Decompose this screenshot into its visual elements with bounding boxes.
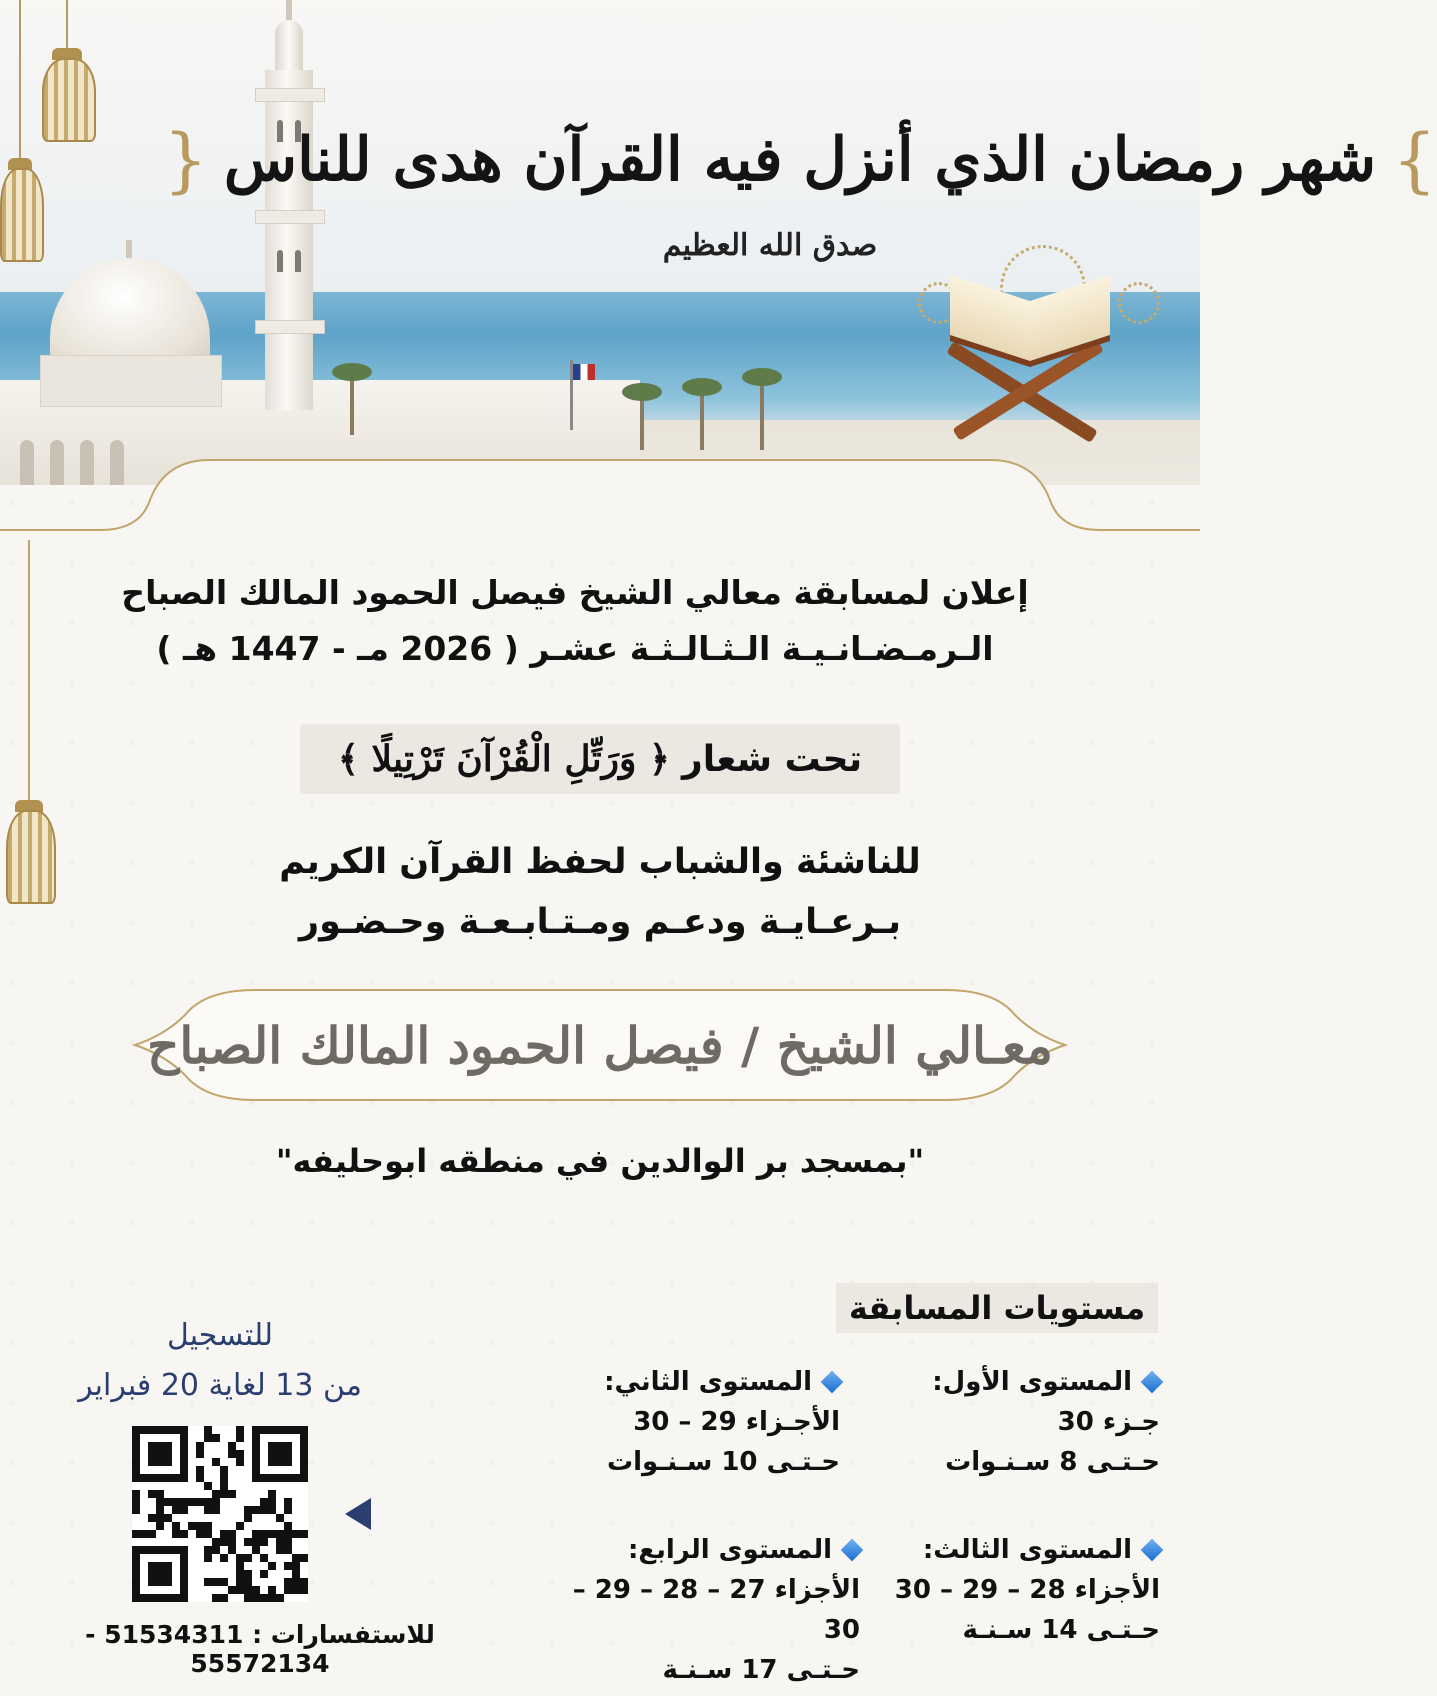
- level-name: المستوى الأول:: [932, 1367, 1132, 1397]
- lantern: [0, 0, 40, 280]
- registration-dates: من 13 لغاية 20 فبراير: [78, 1368, 362, 1403]
- contact-text: للاستفسارات : 51534311 - 55572134: [85, 1620, 435, 1678]
- flag: [570, 360, 573, 430]
- level-age: حـتـى 8 سـنـوات: [945, 1447, 1160, 1477]
- level-age: حـتـى 14 سـنـة: [962, 1615, 1160, 1645]
- audience-line-1: للناشئة والشباب لحفظ القرآن الكريم: [279, 842, 921, 882]
- level-parts: الأجزاء 28 – 29 – 30: [894, 1575, 1160, 1605]
- level-name: المستوى الرابع:: [627, 1535, 832, 1565]
- diamond-icon: [821, 1371, 844, 1394]
- lantern: [42, 0, 92, 150]
- location-text: "بمسجد بر الوالدين في منطقه ابوحليفه": [275, 1142, 925, 1180]
- slogan-label: تحت شعار: [682, 738, 863, 780]
- announcement-heading: [110, 565, 1040, 677]
- announcement-line-1: إعلان لمسابقة معالي الشيخ فيصل الحمود المالك الصباح: [121, 573, 1029, 612]
- levels-title: مستويات المسابقة: [848, 1289, 1146, 1327]
- level-item: [860, 1530, 1160, 1650]
- level-item: [530, 1530, 860, 1690]
- dome-base: [40, 355, 222, 407]
- audience-text: [200, 832, 1000, 952]
- diamond-icon: [841, 1539, 864, 1562]
- diamond-icon: [1141, 1371, 1164, 1394]
- diamond-icon: [1141, 1539, 1164, 1562]
- verse-text: شهر رمضان الذي أنزل فيه القرآن هدى للناس: [223, 125, 1377, 195]
- level-parts: الأجزاء 27 – 28 – 29 – 30: [572, 1575, 860, 1645]
- verse-brace: }: [163, 119, 208, 201]
- level-parts: الأجـزاء 29 – 30: [633, 1407, 840, 1437]
- slogan-box: [300, 724, 900, 794]
- gold-line: [28, 540, 30, 800]
- panel-arch-border: [0, 440, 1200, 540]
- level-name: المستوى الثاني:: [604, 1367, 812, 1397]
- sadaq-text: صدق الله العظيم: [662, 228, 878, 263]
- level-age: حـتـى 10 سـنـوات: [606, 1447, 840, 1477]
- patron-banner: [125, 975, 1075, 1115]
- announcement-line-2: الـرمـضـانـيـة الـثـالـثـة عشـر ( 2026 مـ - 1447 هـ ): [156, 629, 994, 668]
- patron-name: معـالي الشيخ / فيصل الحمود المالك الصباح: [147, 1015, 1053, 1075]
- pointer-arrow-icon: [345, 1498, 371, 1530]
- levels-title-box: [836, 1283, 1158, 1333]
- qr-code-icon: [132, 1426, 308, 1602]
- level-name: المستوى الثالث:: [922, 1535, 1132, 1565]
- registration-title: للتسجيل: [166, 1318, 274, 1353]
- audience-line-2: بـرعـايـة ودعـم ومـتـابـعـة وحـضـور: [298, 902, 902, 942]
- verse-brace: {: [1392, 119, 1437, 201]
- level-item: [540, 1362, 840, 1482]
- lantern: [6, 800, 52, 910]
- level-parts: جـزء 30: [1057, 1407, 1160, 1437]
- quran-stand-icon: [930, 270, 1130, 430]
- minaret: [255, 20, 323, 410]
- registration-qr-code[interactable]: [132, 1426, 308, 1602]
- level-age: حـتـى 17 سـنـة: [662, 1655, 860, 1685]
- quran-verse-header: [163, 100, 1437, 220]
- palm-tree: [350, 375, 354, 435]
- slogan-verse: ﴿ وَرَتِّلِ الْقُرْآنَ تَرْتِيلًا ﴾: [337, 738, 671, 780]
- level-item: [860, 1362, 1160, 1482]
